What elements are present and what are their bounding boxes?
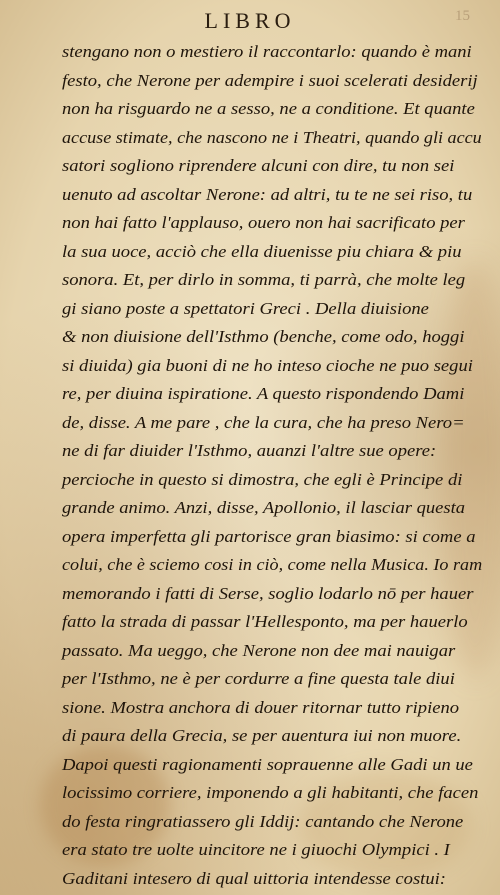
text-line: accuse stimate, che nascono ne i Theatri, quando gli accu xyxy=(62,127,482,147)
text-line: passato. Ma ueggo, che Nerone non dee mai nauigar xyxy=(62,640,456,660)
text-line: si diuida) gia buoni di ne ho inteso cioche ne puo segui xyxy=(62,355,473,375)
text-line: de, disse. A me pare , che la cura, che ha preso Nero= xyxy=(62,412,465,432)
text-line: non hai fatto l'applauso, ouero non hai sacrificato per xyxy=(62,213,465,232)
text-line: re, per diuina ispiratione. A questo rispondendo Dami xyxy=(62,384,465,403)
text-line: era stato tre uolte uincitore ne i giuochi Olympici . I xyxy=(62,840,450,859)
text-line: locissimo corriere, imponendo a gli habitanti, che facen xyxy=(62,783,479,802)
page-header xyxy=(0,4,500,36)
text-line: per l'Isthmo, ne è per cordurre a fine questa tale diui xyxy=(62,669,455,688)
text-line: & non diuisione dell'Isthmo (benche, come odo, hoggi xyxy=(62,327,465,346)
text-line: Dapoi questi ragionamenti soprauenne alle Gadi un ue xyxy=(62,754,473,774)
text-line: non ha risguardo ne a sesso, ne a conditione. Et quante xyxy=(62,99,475,118)
body-text xyxy=(62,38,482,893)
text-line: festo, che Nerone per adempire i suoi scelerati desiderij xyxy=(62,70,478,90)
text-line: stengano non o mestiero il raccontarlo: quando è mani xyxy=(62,42,472,61)
text-line: colui, che è sciemo cosi in ciò, come nella Musica. Io ram xyxy=(62,555,483,574)
text-line: memorando i fatti di Serse, soglio lodarlo nō per hauer xyxy=(62,583,474,603)
text-line: ne di far diuider l'Isthmo, auanzi l'altre sue opere: xyxy=(62,441,437,460)
text-line: la sua uoce, acciò che ella diuenisse piu chiara & piu xyxy=(62,241,462,261)
text-line: satori sogliono riprendere alcuni con dire, tu non sei xyxy=(62,156,455,175)
text-line: sione. Mostra anchora di douer ritornar tutto ripieno xyxy=(62,697,460,717)
text-line: opera imperfetta gli partorisce gran biasimo: si come a xyxy=(62,526,476,546)
text-line: gi siano poste a spettatori Greci . Della diuisione xyxy=(62,298,429,318)
text-line: do festa ringratiassero gli Iddij: cantando che Nerone xyxy=(62,811,464,831)
text-line: grande animo. Anzi, disse, Apollonio, il lasciar questa xyxy=(62,498,466,517)
text-line: sonora. Et, per dirlo in somma, ti parrà, che molte leg xyxy=(62,270,466,289)
text-line: percioche in questo si dimostra, che egli è Principe di xyxy=(62,469,463,489)
bleed-through-page-number: 15 xyxy=(455,8,470,24)
text-line: fatto la strada di passar l'Hellesponto, ma per hauerlo xyxy=(62,612,468,631)
running-head: LIBRO xyxy=(204,8,296,33)
text-line: uenuto ad ascoltar Nerone: ad altri, tu te ne sei riso, tu xyxy=(62,184,473,204)
text-line: Gaditani intesero di qual uittoria intendesse costui: xyxy=(62,868,446,888)
text-line: di paura della Grecia, se per auentura iui non muore. xyxy=(62,726,462,745)
